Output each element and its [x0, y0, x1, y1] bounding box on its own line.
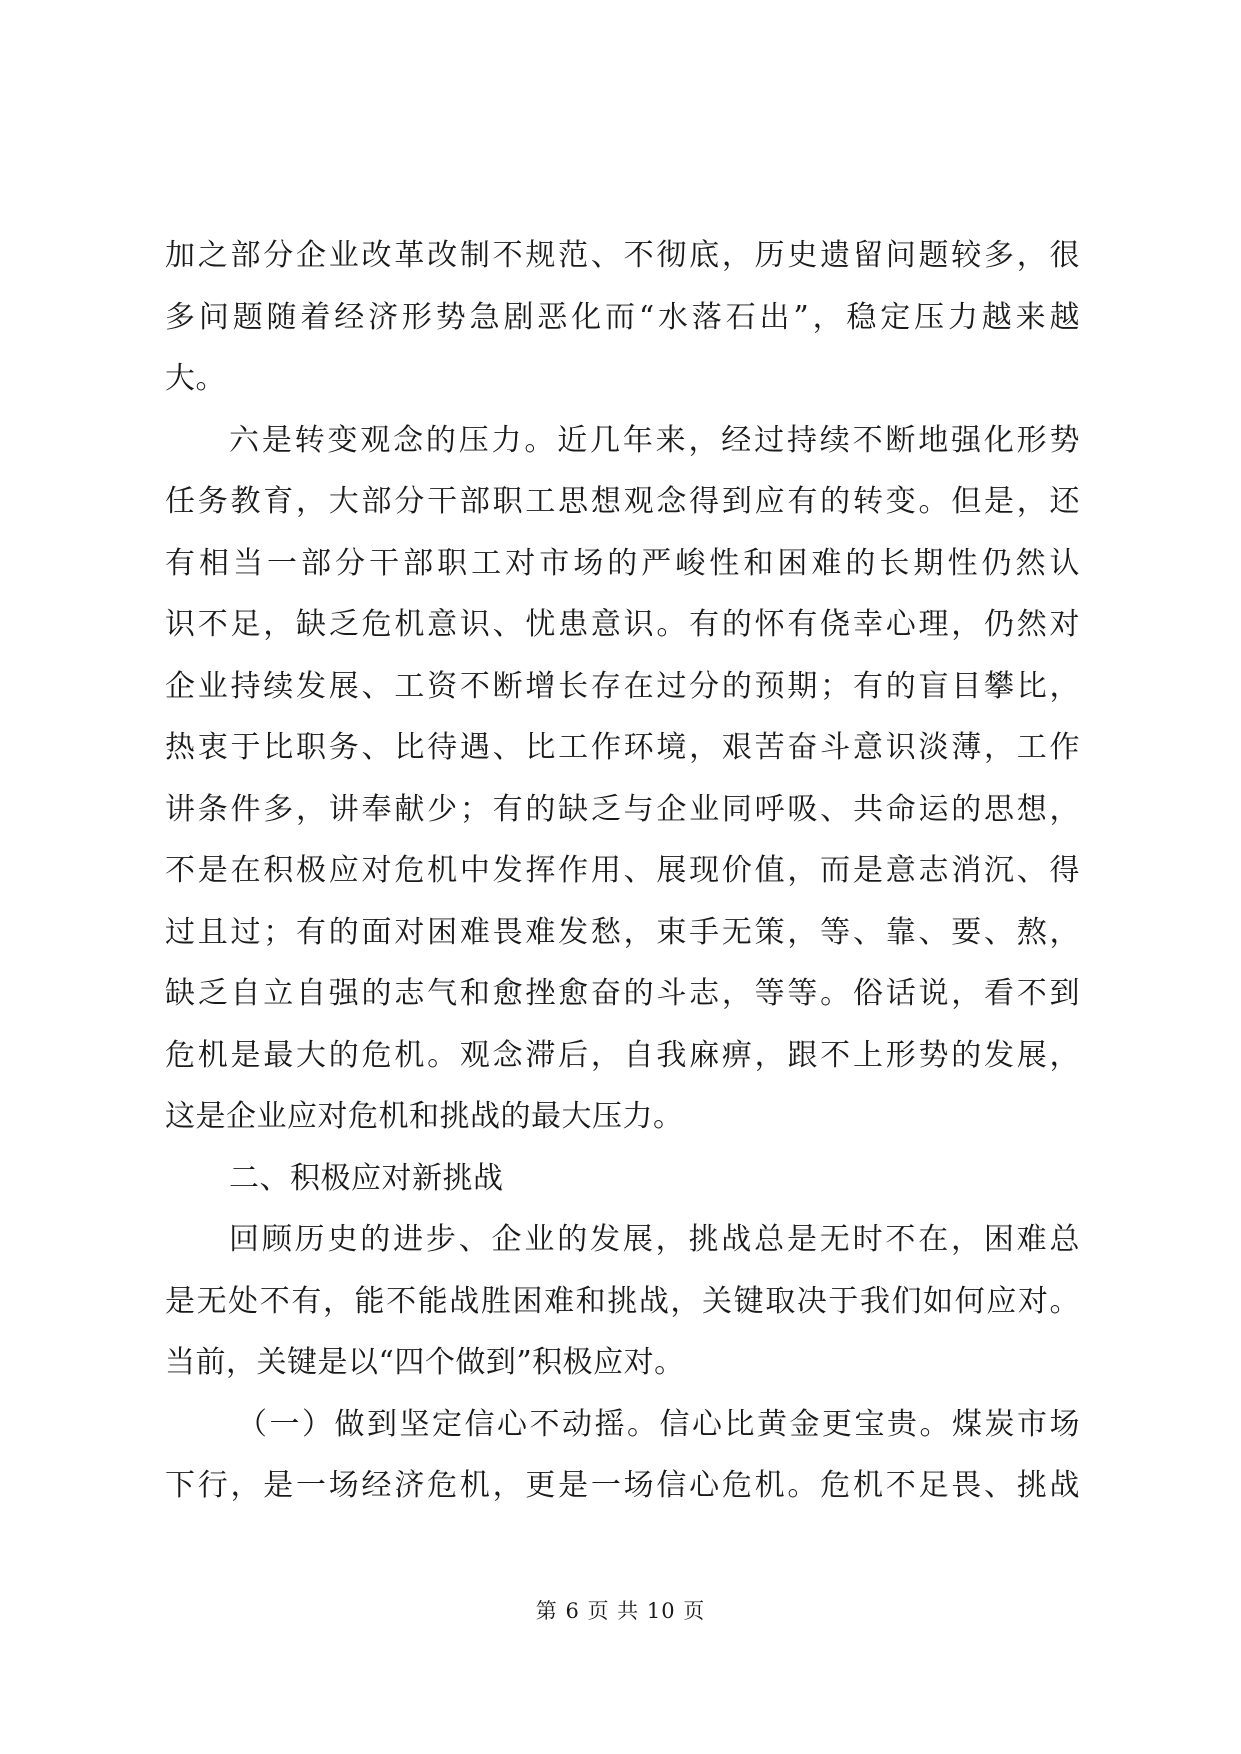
text-line: 讲条件多，讲奉献少；有的缺乏与企业同呼吸、共命运的思想，: [165, 791, 1080, 827]
text-line: （一）做到坚定信心不动摇。信心比黄金更宝贵。煤炭市场: [237, 1406, 1080, 1442]
text-line: 六是转变观念的压力。近几年来，经过持续不断地强化形势: [229, 422, 1080, 458]
text-line: 不是在积极应对危机中发挥作用、展现价值，而是意志消沉、得: [165, 853, 1080, 888]
text-line: 缺乏自立自强的志气和愈挫愈奋的斗志，等等。俗话说，看不到: [165, 976, 1080, 1011]
text-line: 加之部分企业改革改制不规范、不彻底，历史遗留问题较多，很: [165, 238, 1080, 273]
page-footer: 第 6 页 共 10 页: [535, 1599, 706, 1623]
text-line: 热衷于比职务、比待遇、比工作环境，艰苦奋斗意识淡薄，工作: [165, 730, 1080, 765]
text-line: 企业持续发展、工资不断增长存在过分的预期；有的盲目攀比，: [165, 668, 1080, 704]
text-line: 是无处不有，能不能战胜困难和挑战，关键取决于我们如何应对。: [165, 1283, 1080, 1319]
body-text: [165, 225, 1080, 1517]
text-line: 回顾历史的进步、企业的发展，挑战总是无时不在，困难总: [229, 1222, 1080, 1257]
text-line: 危机是最大的危机。观念滞后，自我麻痹，跟不上形势的发展，: [165, 1037, 1080, 1073]
text-line: 多问题随着经济形势急剧恶化而“水落石出”，稳定压力越来越: [165, 299, 1080, 335]
text-line: 大。: [165, 361, 226, 396]
text-line: 二、积极应对新挑战: [229, 1160, 504, 1196]
text-line: 过且过；有的面对困难畏难发愁，束手无策，等、靠、要、熬，: [165, 914, 1080, 950]
text-line: 这是企业应对危机和挑战的最大压力。: [165, 1099, 684, 1134]
text-line: 任务教育，大部分干部职工思想观念得到应有的转变。但是，还: [165, 484, 1080, 519]
text-line: 当前，关键是以“四个做到”积极应对。: [165, 1345, 685, 1380]
text-line: 有相当一部分干部职工对市场的严峻性和困难的长期性仍然认: [165, 545, 1080, 581]
text-line: 识不足，缺乏危机意识、忧患意识。有的怀有侥幸心理，仍然对: [165, 607, 1080, 642]
text-line: 下行，是一场经济危机，更是一场信心危机。危机不足畏、挑战: [165, 1468, 1080, 1503]
